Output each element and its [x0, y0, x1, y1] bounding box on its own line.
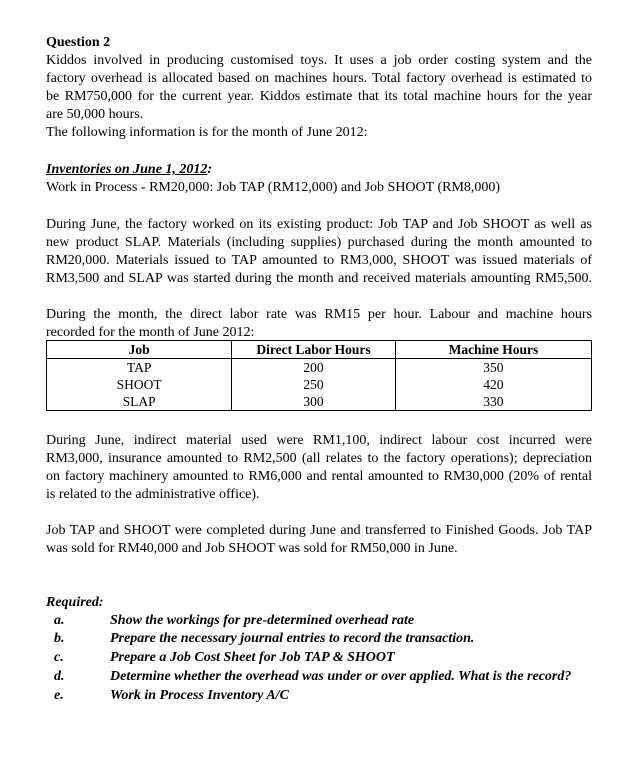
table-cell: 420	[483, 377, 504, 392]
paragraph-line: During June, the factory worked on its existing product: Job TAP and Job SHOOT as well as	[46, 217, 592, 232]
table-cell: 330	[483, 394, 504, 409]
list-item-letter: e.	[54, 688, 64, 703]
table-cell: SHOOT	[47, 376, 232, 393]
inventories-heading-row	[46, 161, 212, 179]
list-item-letter: b.	[54, 631, 65, 646]
hours-table	[46, 340, 592, 411]
column-header-machine-hours: Machine Hours	[395, 341, 591, 359]
paragraph-line: RM3,500 and SLAP was started during the month and received materials amounting RM5,500.	[46, 271, 592, 286]
paragraph-line: recorded for the month of June 2012:	[46, 325, 255, 340]
table-cell: 300	[232, 393, 396, 411]
table-row	[47, 376, 592, 393]
paragraph-line: During the month, the direct labor rate was RM15 per hour. Labour and machine hours	[46, 307, 592, 322]
table-row	[47, 393, 592, 411]
paragraph-line: Job TAP and SHOOT were completed during June and transferred to Finished Goods. Job TAP	[46, 523, 592, 538]
table-cell: SLAP	[47, 393, 232, 411]
paragraph-line: is related to the administrative office).	[46, 487, 260, 502]
question-title: Question 2	[46, 35, 111, 50]
list-item-text: Prepare a Job Cost Sheet for Job TAP & SHOOT	[110, 650, 395, 665]
paragraph-line: RM3,000, insurance amounted to RM2,500 (all relates to the factory operations); depreciation	[46, 451, 592, 466]
table-cell: 250	[232, 376, 396, 393]
paragraph-line: new product SLAP. Materials (including supplies) purchased during the month amounted to	[46, 235, 592, 250]
table-cell: TAP	[47, 359, 232, 377]
list-item-letter: c.	[54, 650, 64, 665]
table-row	[47, 359, 592, 377]
list-item-text: Determine whether the overhead was under or over applied. What is the record?	[110, 669, 572, 684]
paragraph-line: During June, indirect material used were RM1,100, indirect labour cost incurred were	[46, 433, 592, 448]
required-heading: Required:	[46, 595, 104, 610]
table-cell: 200	[232, 359, 396, 377]
column-header-job: Job	[47, 341, 232, 359]
list-item-text: Show the workings for pre-determined overhead rate	[110, 613, 415, 628]
paragraph-line: was sold for RM40,000 and Job SHOOT was sold for RM50,000 in June.	[46, 541, 458, 556]
list-item-text: Prepare the necessary journal entries to record the transaction.	[110, 631, 475, 646]
intro-line: The following information is for the month of June 2012:	[46, 125, 368, 140]
paragraph-line: RM20,000. Materials issued to TAP amounted to RM3,000, SHOOT was issued materials of	[46, 253, 592, 268]
intro-line: are 50,000 hours.	[46, 107, 144, 122]
list-item-text: Work in Process Inventory A/C	[110, 688, 289, 703]
table-header-row	[47, 341, 592, 359]
list-item-letter: a.	[54, 613, 65, 628]
intro-line: be RM750,000 for the current year. Kiddos estimate that its total machine hours for the year	[46, 89, 592, 104]
inventories-heading: Inventories on June 1, 2012	[46, 162, 208, 177]
intro-line: factory overhead is allocated based on machines hours. Total factory overhead is estimated to	[46, 71, 592, 86]
intro-line: Kiddos involved in producing customised toys. It uses a job order costing system and the	[46, 53, 592, 68]
column-header-direct-labor-hours: Direct Labor Hours	[232, 341, 396, 359]
list-item-letter: d.	[54, 669, 65, 684]
table-cell: 350	[483, 360, 504, 375]
paragraph-line: on factory machinery amounted to RM6,000 and rental amounted to RM30,000 (20% of rental	[46, 469, 592, 484]
inventories-line: Work in Process - RM20,000: Job TAP (RM12,000) and Job SHOOT (RM8,000)	[46, 180, 501, 195]
inventories-heading-colon: :	[207, 162, 213, 177]
